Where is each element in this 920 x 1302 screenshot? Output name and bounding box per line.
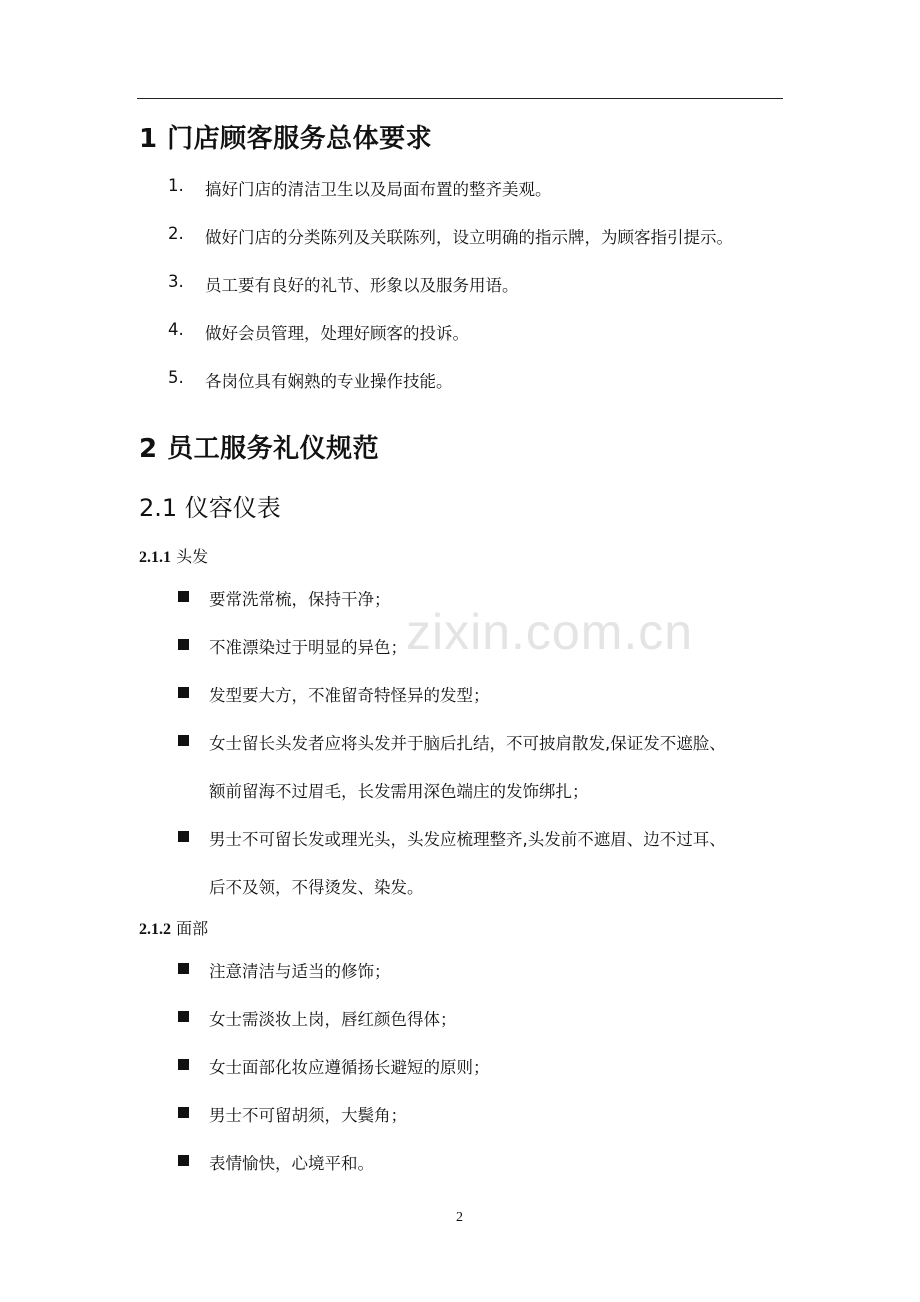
list-item-text: 搞好门店的清洁卫生以及局面布置的整齐美观。 [205, 180, 552, 199]
square-bullet-icon [178, 591, 189, 602]
list-item-text: 员工要有良好的礼节、形象以及服务用语。 [205, 276, 519, 295]
list-item-number: 2. [168, 224, 184, 243]
subsection-2-1-heading: 2.1 仪容仪表 [139, 494, 281, 522]
list-item [0, 272, 920, 296]
header-rule [137, 98, 783, 99]
list-item-number: 1. [168, 176, 184, 195]
list-item-text: 做好会员管理，处理好顾客的投诉。 [205, 324, 469, 343]
heading-number: 2.1.2 [139, 921, 171, 938]
square-bullet-icon [178, 831, 189, 842]
list-item-number: 4. [168, 320, 184, 339]
list-item-text: 女士需淡妆上岗，唇红颜色得体； [209, 1010, 457, 1029]
section-1-heading: 1 门店顾客服务总体要求 [139, 124, 433, 154]
list-item-text-continued: 额前留海不过眉毛，长发需用深色端庄的发饰绑扎； [209, 782, 589, 801]
list-item-text: 男士不可留胡须，大鬓角； [209, 1106, 407, 1125]
section-2-heading: 2 员工服务礼仪规范 [139, 434, 380, 464]
list-item-text: 要常洗常梳，保持干净； [209, 590, 391, 609]
square-bullet-icon [178, 735, 189, 746]
square-bullet-icon [178, 687, 189, 698]
list-item-text: 女士留长头发者应将头发并于脑后扎结，不可披肩散发,保证发不遮脸、 [209, 734, 726, 753]
list-item-number: 3. [168, 272, 184, 291]
square-bullet-icon [178, 1155, 189, 1166]
list-item-text: 注意清洁与适当的修饰； [209, 962, 391, 981]
list-item-text: 女士面部化妆应遵循扬长避短的原则； [209, 1058, 490, 1077]
list-item-text: 表情愉快，心境平和。 [209, 1154, 374, 1173]
list-item [0, 368, 920, 392]
heading-title: 面部 [176, 919, 209, 938]
heading-number: 2.1.1 [139, 549, 171, 566]
list-item [0, 224, 920, 248]
page-number: 2 [456, 1210, 463, 1225]
list-item-text: 发型要大方，不准留奇特怪异的发型； [209, 686, 490, 705]
heading-title: 头发 [176, 547, 209, 566]
square-bullet-icon [178, 963, 189, 974]
list-item-text-continued: 后不及领，不得烫发、染发。 [209, 878, 424, 897]
list-item [0, 320, 920, 344]
square-bullet-icon [178, 1059, 189, 1070]
list-item-text: 做好门店的分类陈列及关联陈列，设立明确的指示牌，为顾客指引提示。 [205, 228, 733, 247]
list-item [0, 176, 920, 200]
square-bullet-icon [178, 1107, 189, 1118]
square-bullet-icon [178, 639, 189, 650]
subsection-2-1-1-heading [139, 544, 208, 567]
watermark: zixin.com.cn [406, 604, 694, 660]
list-item-text: 各岗位具有娴熟的专业操作技能。 [205, 372, 453, 391]
list-item-text: 男士不可留长发或理光头，头发应梳理整齐,头发前不遮眉、边不过耳、 [209, 830, 726, 849]
square-bullet-icon [178, 1011, 189, 1022]
list-item-text: 不准漂染过于明显的异色； [209, 638, 407, 657]
subsection-2-1-2-heading [139, 916, 208, 939]
list-item-number: 5. [168, 368, 184, 387]
